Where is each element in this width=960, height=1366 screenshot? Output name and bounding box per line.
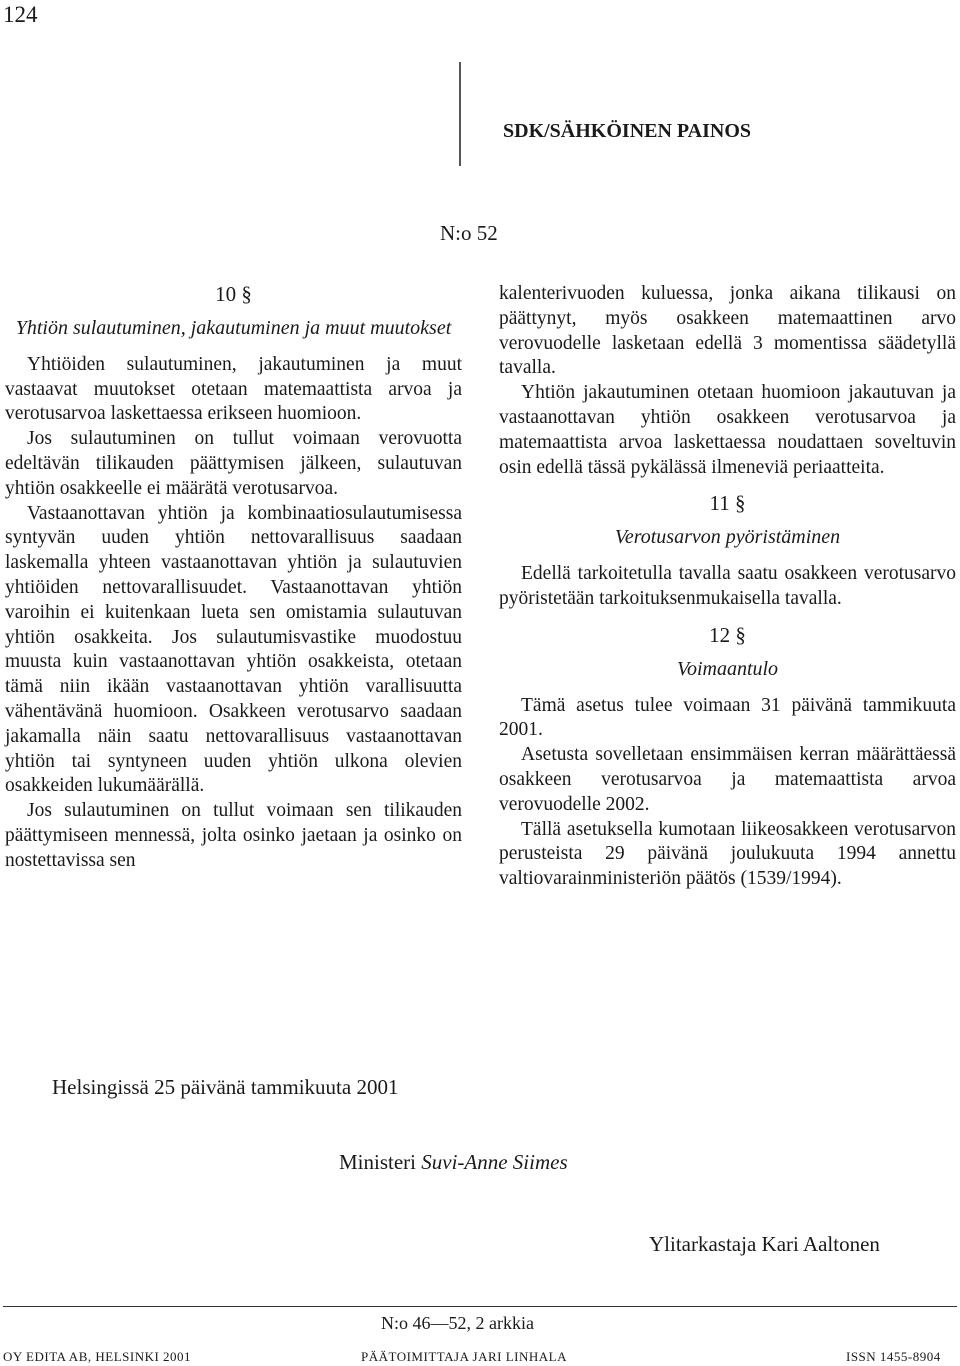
footer-printer: OY EDITA AB, HELSINKI 2001 bbox=[3, 1349, 192, 1364]
section-11-title: Verotusarvon pyöristäminen bbox=[614, 526, 841, 549]
page-number: 124 bbox=[3, 2, 38, 27]
paragraph: Yhtiöiden sulautuminen, jakautuminen ja muut vastaavat muutokset otetaan matemaattista arvoa ja verotusarvoa laskettaessa erikseen huomioon. bbox=[5, 353, 462, 425]
left-column bbox=[5, 282, 462, 874]
paragraph: Tämä asetus tulee voimaan 31 päivänä tammikuuta 2001. bbox=[499, 694, 956, 741]
paragraph: Jos sulautuminen on tullut voimaan sen tilikauden päättymiseen mennessä, jolta osinko jaetaan ja osinko on nostettavissa sen bbox=[5, 800, 462, 871]
paragraph: Vastaanottavan yhtiön ja kombinaatiosulautumisessa syntyvän uuden yhtiön nettovarallisuus saadaan laskemalla yhteen vastaanottavan yhtiön ja sulautuvien yhtiöiden nettovarallisuudet. Vastaanottavan yhtiön varoihin ei kuitenkaan lueta sen omistamia sulautuvan yhtiön osakkeita. Jos sulautumisvastike muodostuu muusta kuin vastaanottavan yhtiön osakkeista, otetaan tämä niin ikään vastaanottavan yhtiön varallisuutta vähentävänä huomioon. Osakkeen verotusarvo saadaan jakamalla näin saatu nettovarallisuus vastaanottavan yhtiön tai syntyneen uuden yhtiön ulkona olevien osakkeiden lukumäärällä. bbox=[5, 502, 462, 797]
paragraph: Edellä tarkoitetulla tavalla saatu osakkeen verotusarvo pyöristetään tarkoituksenmukaisella tavalla. bbox=[499, 563, 956, 609]
paragraph: Yhtiön jakautuminen otetaan huomioon jakautuvan ja vastaanottavan yhtiön osakkeen verotusarvoa ja matemaattista arvoa laskettaessa noudattaen soveltuvin osin edellä tässä pykälässä ilmeneviä periaatteita. bbox=[499, 382, 956, 478]
section-12-number: 12 § bbox=[709, 622, 746, 647]
header-divider-line bbox=[459, 62, 461, 166]
paragraph-continuation: kalenterivuoden kuluessa, jonka aikana tilikausi on päättynyt, myös osakkeen matemaattinen arvo verovuodelle lasketaan edellä 3 momentissa säädetyllä tavalla. bbox=[499, 283, 956, 379]
footer-sheets: N:o 46—52, 2 arkkia bbox=[381, 1313, 534, 1333]
section-11-number: 11 § bbox=[709, 491, 746, 516]
section-10-title: Yhtiön sulautuminen, jakautuminen ja muut muutokset bbox=[15, 316, 452, 339]
paragraph: Jos sulautuminen on tullut voimaan verovuotta edeltävän tilikauden päättymisen jälkeen, sulautuvan yhtiön osakkeelle ei määrätä verotusarvoa. bbox=[5, 428, 462, 499]
footer-editor: PÄÄTOIMITTAJA JARI LINHALA bbox=[361, 1349, 567, 1364]
section-12-title: Voimaantulo bbox=[676, 657, 779, 680]
paragraph: Tällä asetuksella kumotaan liikeosakkeen verotusarvon perusteista 29 päivänä joulukuuta 1994 annettu valtiovarainministeriön päätös (1539/1994). bbox=[499, 818, 956, 890]
minister-title: Ministeri bbox=[339, 1150, 416, 1174]
paragraph: Asetusta sovelletaan ensimmäisen kerran määrättäessä osakkeen verotusarvoa ja matemaattista arvoa verovuodelle 2002. bbox=[499, 744, 956, 815]
right-column bbox=[499, 282, 956, 892]
signing-place-date: Helsingissä 25 päivänä tammikuuta 2001 bbox=[52, 1075, 399, 1099]
footer-rule bbox=[3, 1306, 957, 1307]
inspector-signature: Ylitarkastaja Kari Aaltonen bbox=[649, 1232, 880, 1256]
header-title: SDK/SÄHKÖINEN PAINOS bbox=[503, 120, 752, 142]
section-10-number: 10 § bbox=[215, 282, 252, 306]
issue-number: N:o 52 bbox=[440, 221, 498, 245]
minister-name: Suvi-Anne Siimes bbox=[421, 1150, 568, 1174]
footer-issn: ISSN 1455-8904 bbox=[846, 1349, 941, 1364]
minister-signature bbox=[339, 1150, 568, 1175]
